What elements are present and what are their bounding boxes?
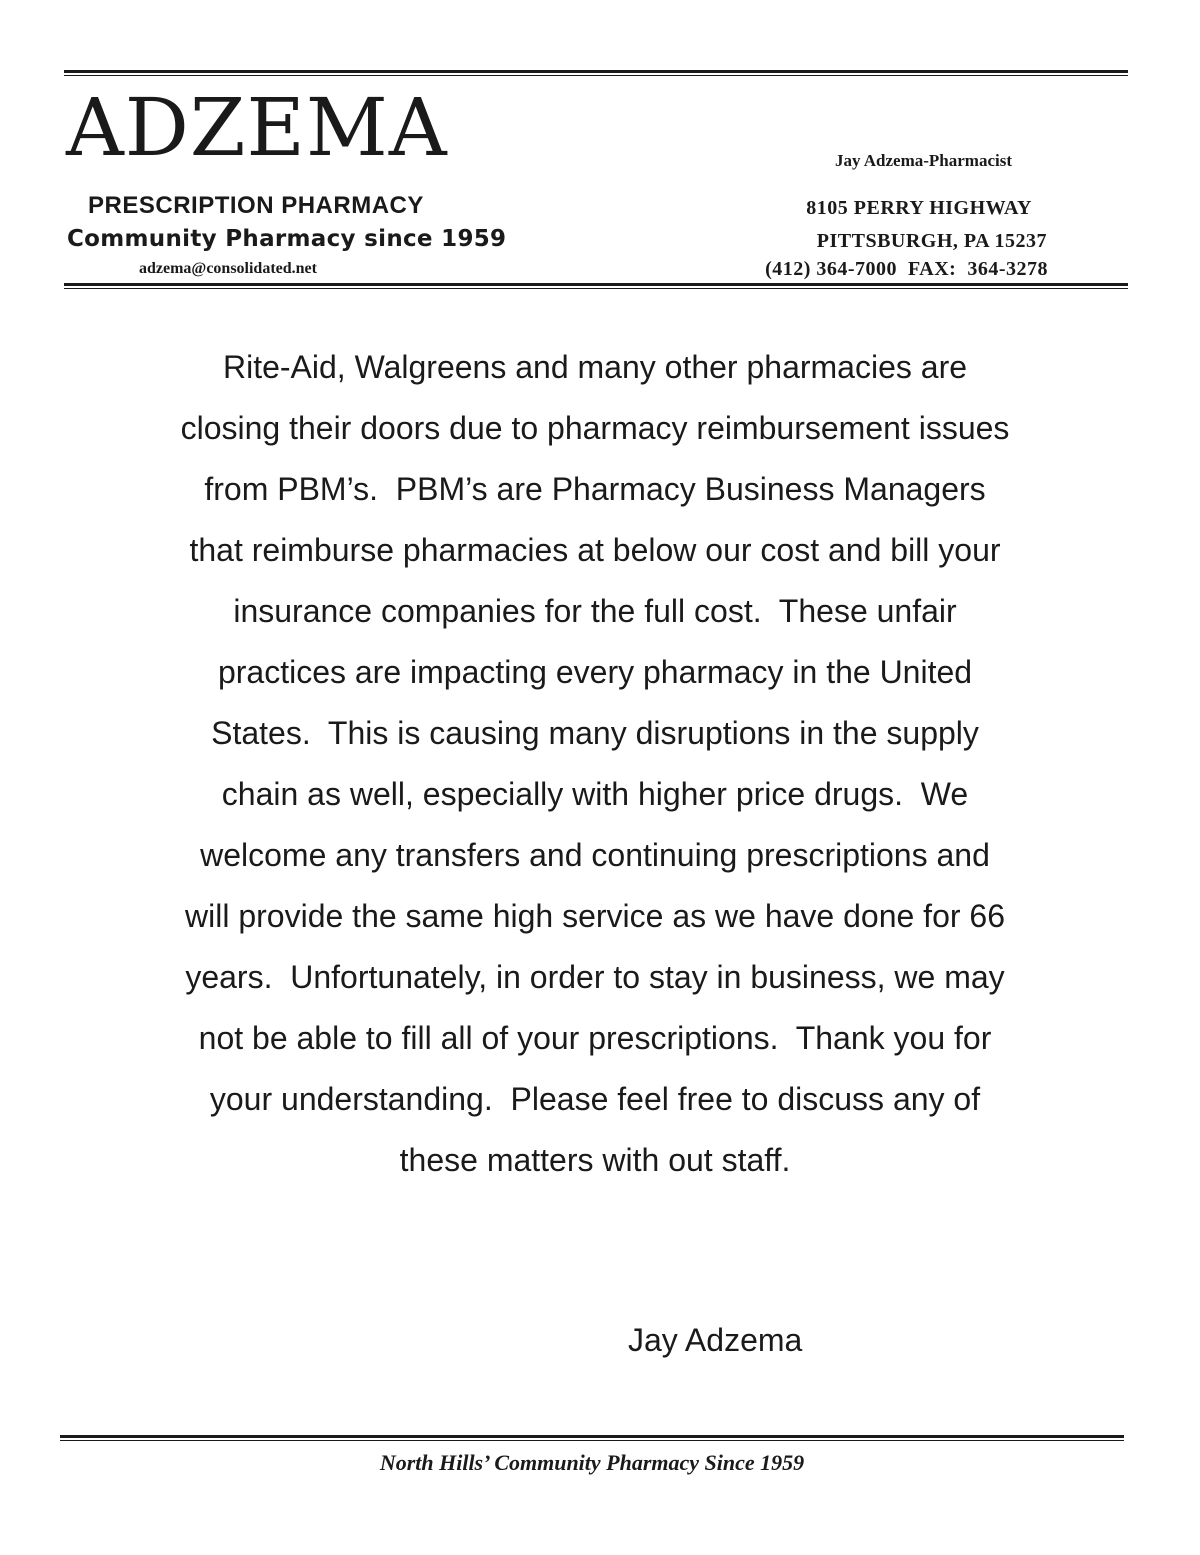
body-line: these matters with out staff. bbox=[399, 1142, 791, 1178]
body-line: Rite-Aid, Walgreens and many other pharmacies are bbox=[222, 349, 968, 385]
body-line: closing their doors due to pharmacy reimbursement issues bbox=[180, 410, 1010, 446]
brand-tagline: Community Pharmacy since 1959 bbox=[67, 226, 507, 252]
body-line: will provide the same high service as we have done for 66 bbox=[185, 898, 1005, 934]
phone-fax: (412) 364-7000 FAX: 364-3278 bbox=[765, 258, 1048, 280]
body-line: practices are impacting every pharmacy in the United bbox=[217, 654, 973, 690]
street-address: 8105 PERRY HIGHWAY bbox=[806, 197, 1032, 219]
body-line: States. This is causing many disruptions in the supply bbox=[211, 715, 979, 751]
letter-body bbox=[120, 337, 1070, 1191]
body-line: not be able to fill all of your prescriptions. Thank you for bbox=[198, 1020, 992, 1056]
body-line: from PBM’s. PBM’s are Pharmacy Business Managers bbox=[204, 471, 986, 507]
header-bottom-rule bbox=[64, 283, 1128, 289]
pharmacist-name: Jay Adzema-Pharmacist bbox=[834, 151, 1012, 170]
body-line: welcome any transfers and continuing prescriptions and bbox=[200, 837, 990, 873]
brand-logo-text: ADZEMA bbox=[66, 81, 448, 174]
header-top-rule bbox=[64, 70, 1128, 76]
contact-email: adzema@consolidated.net bbox=[139, 260, 317, 277]
brand-subtitle: PRESCRIPTION PHARMACY bbox=[88, 192, 424, 219]
body-line: that reimburse pharmacies at below our cost and bill your bbox=[189, 532, 1001, 568]
signature-name: Jay Adzema bbox=[628, 1322, 803, 1358]
footer-slogan: North Hills’ Community Pharmacy Since 1959 bbox=[379, 1450, 805, 1475]
city-address: PITTSBURGH, PA 15237 bbox=[816, 230, 1047, 252]
body-line: your understanding. Please feel free to discuss any of bbox=[209, 1081, 981, 1117]
footer-rule bbox=[60, 1435, 1124, 1441]
body-line: years. Unfortunately, in order to stay in business, we may bbox=[185, 959, 1005, 995]
body-line: insurance companies for the full cost. These unfair bbox=[233, 593, 957, 629]
body-line: chain as well, especially with higher price drugs. We bbox=[221, 776, 969, 812]
